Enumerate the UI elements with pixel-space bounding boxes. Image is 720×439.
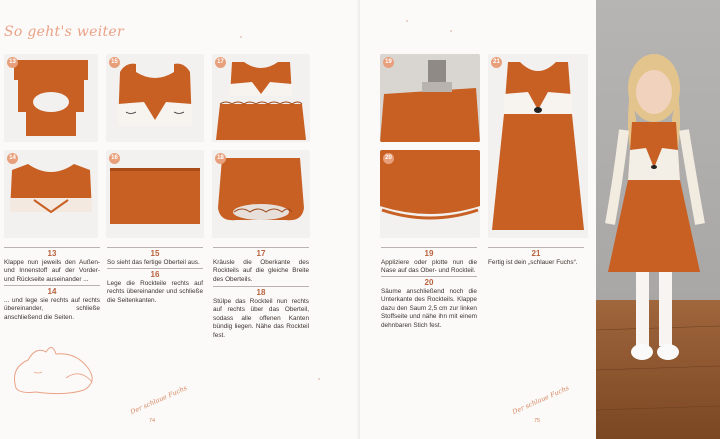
step-18 xyxy=(213,286,309,340)
bodice-flat-illustration xyxy=(4,54,98,142)
photo-step-13 xyxy=(4,54,98,142)
step-number: 14 xyxy=(4,285,100,296)
photo-step-16 xyxy=(106,150,204,238)
step-number: 18 xyxy=(213,286,309,297)
step-15 xyxy=(107,247,203,267)
step-21 xyxy=(488,247,584,267)
step-text: Stülpe das Rockteil nun rechts auf rechts über das Oberteil, sodass alle offenen Kanten bündig liegen. Nähe das Rockteil fest. xyxy=(213,298,309,339)
photo-step-17 xyxy=(212,54,310,142)
decorative-dot xyxy=(318,378,320,380)
step-text: Appliziere oder plotte nun die Nase auf das Ober- und Rockteil. xyxy=(381,259,477,275)
decorative-dot xyxy=(450,30,452,32)
photo-step-18 xyxy=(212,150,310,238)
girl-in-fox-dress-illustration xyxy=(596,0,720,439)
step-badge: 20 xyxy=(383,153,394,164)
skirt-over-bodice-illustration xyxy=(212,150,310,238)
step-text: Säume anschließend noch die Unterkante des Rockteils. Klappe dazu den Saum 2,5 cm zur linken Stoffseite und nähe ihn mit einem dehnbaren Stich fest. xyxy=(381,288,477,329)
step-number: 15 xyxy=(107,247,203,258)
running-footer: Der schlaue Fuchs xyxy=(129,383,189,417)
sewing-machine-illustration xyxy=(380,54,480,142)
step-badge: 18 xyxy=(215,153,226,164)
skirt-panels-illustration xyxy=(106,150,204,238)
page-number: 74 xyxy=(149,418,156,424)
step-text: Kräusle die Oberkante des Rockteils auf die gleiche Breite des Oberteils. xyxy=(213,259,309,283)
step-text: Fertig ist dein „schlauer Fuchs“. xyxy=(488,259,578,266)
photo-step-14 xyxy=(4,150,98,238)
step-16 xyxy=(107,268,203,305)
finished-bodice-illustration xyxy=(106,54,204,142)
finished-dress-illustration xyxy=(488,54,588,238)
step-badge: 19 xyxy=(383,57,394,68)
decorative-dot xyxy=(240,36,242,38)
step-text: Lege die Rockteile rechts auf rechts übereinander und schließe die Seitenkanten. xyxy=(107,280,203,304)
step-17 xyxy=(213,247,309,284)
step-number: 19 xyxy=(381,247,477,258)
hem-illustration xyxy=(380,150,480,238)
photo-step-15 xyxy=(106,54,204,142)
step-19 xyxy=(381,247,477,276)
step-number: 13 xyxy=(4,247,100,258)
step-text: ... und lege sie rechts auf rechts übereinander, schließe anschließend die Seiten. xyxy=(4,297,100,321)
step-badge: 17 xyxy=(215,57,226,68)
step-badge: 16 xyxy=(109,153,120,164)
step-text: Klappe nun jeweils den Außen- und Innenstoff auf der Vorder- und Rückseite auseinander ... xyxy=(4,259,100,283)
decorative-dot xyxy=(406,20,408,22)
step-badge: 21 xyxy=(491,57,502,68)
step-13 xyxy=(4,247,100,284)
photo-step-21 xyxy=(488,54,588,238)
step-text: So sieht das fertige Oberteil aus. xyxy=(107,259,200,266)
step-number: 20 xyxy=(381,276,477,287)
step-14 xyxy=(4,285,100,322)
step-badge: 13 xyxy=(7,57,18,68)
running-footer: Der schlaue Fuchs xyxy=(511,383,571,417)
photo-step-20 xyxy=(380,150,480,238)
step-badge: 15 xyxy=(109,57,120,68)
photo-step-19 xyxy=(380,54,480,142)
step-number: 16 xyxy=(107,268,203,279)
step-badge: 14 xyxy=(7,153,18,164)
sleeping-fox-icon xyxy=(6,338,100,396)
page-number: 75 xyxy=(534,418,541,424)
bodice-sides-illustration xyxy=(4,150,98,238)
step-number: 21 xyxy=(488,247,584,258)
child-wearing-dress-photo xyxy=(596,0,720,439)
page-heading: So geht's weiter xyxy=(4,24,124,40)
step-20 xyxy=(381,276,477,330)
bodice-and-skirt-illustration xyxy=(212,54,310,142)
step-number: 17 xyxy=(213,247,309,258)
